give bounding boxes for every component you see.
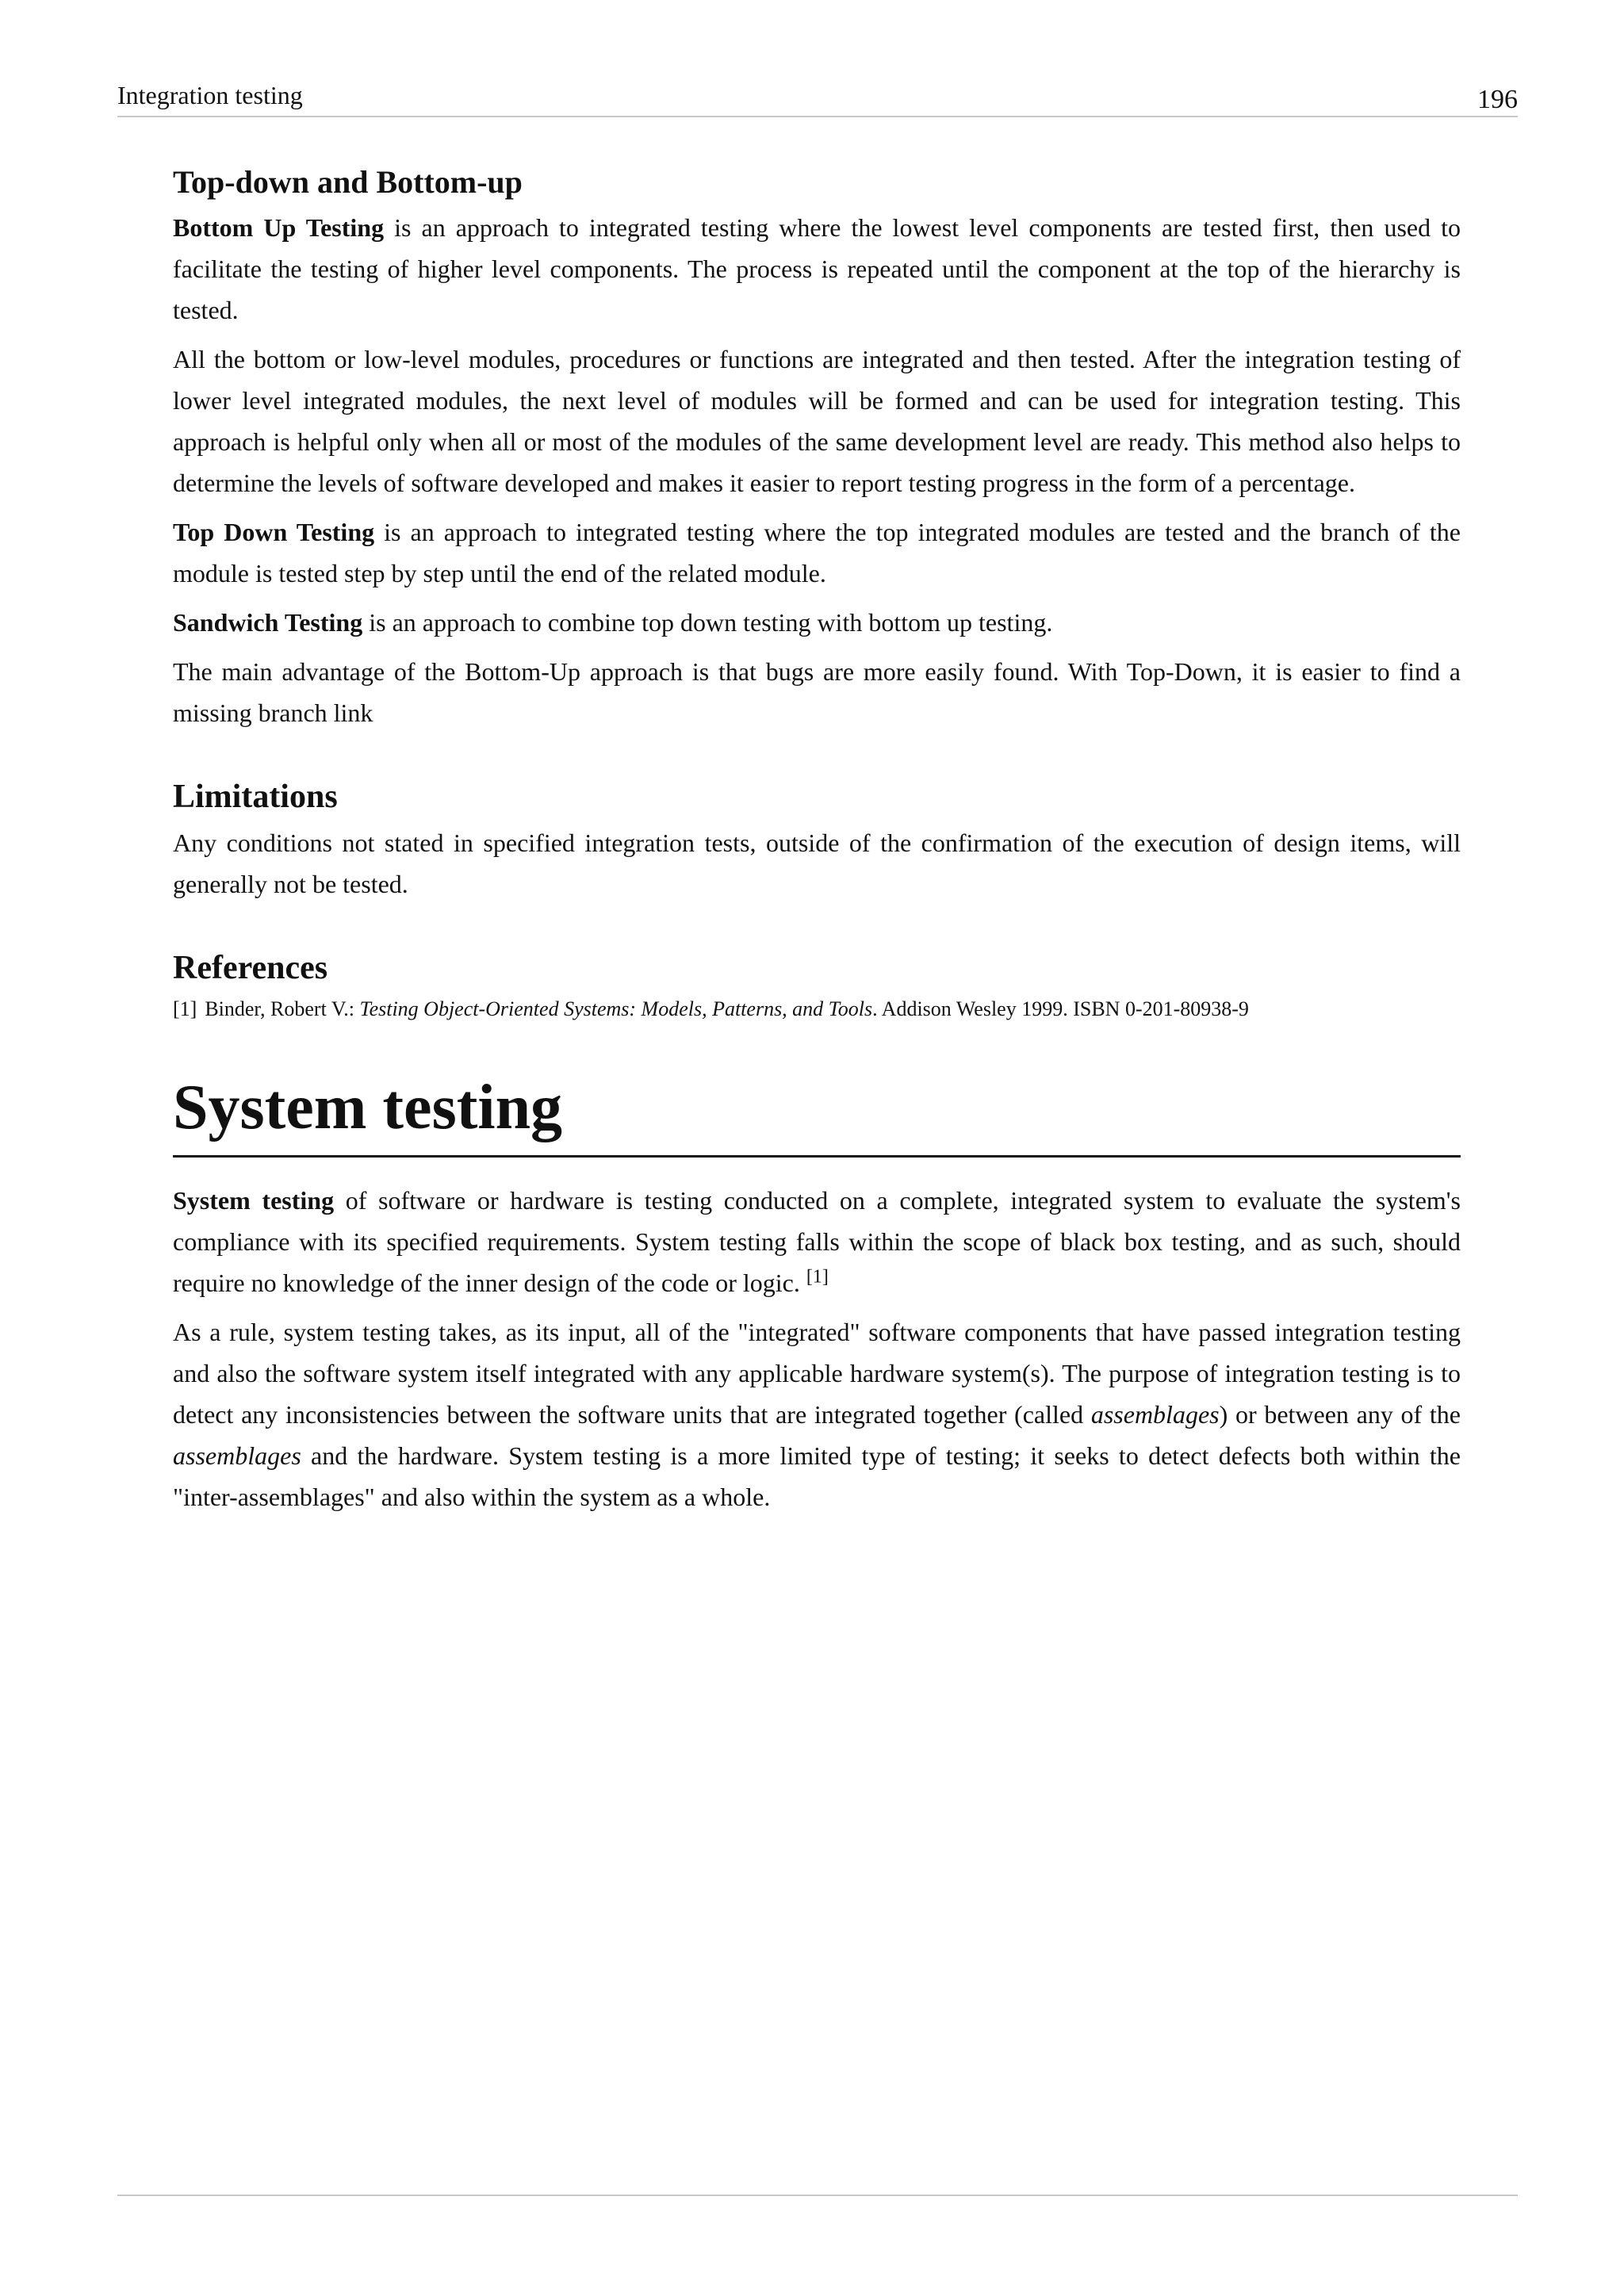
paragraph-advantage: The main advantage of the Bottom-Up approach is that bugs are more easily found. With Top-Down, it is easier to find a missing branch link <box>173 657 1461 727</box>
reference-details: . Addison Wesley 1999. ISBN 0-201-80938-9 <box>872 997 1249 1020</box>
reference-number: [1] <box>173 997 197 1020</box>
paragraph-text: and the hardware. System testing is a more limited type of testing; it seeks to detect defects both within the "inter-assemblages" and also within the system as a whole. <box>173 1441 1461 1511</box>
section-heading-topdown: Top-down and Bottom-up <box>173 164 523 200</box>
paragraph-limitations: Any conditions not stated in specified integration tests, outside of the confirmation of the execution of design items, will generally not be tested. <box>173 828 1461 898</box>
paragraph-bottom-up <box>173 207 1461 331</box>
paragraph-bottom-modules: All the bottom or low-level modules, procedures or functions are integrated and then tested. After the integration testing of lower level integrated modules, the next level of modules will be formed and can be used for integration testing. This approach is helpful only when all or most of the modules of the same development level are ready. This method also helps to determine the levels of software developed and makes it easier to report testing progress in the form of a percentage. <box>173 345 1461 497</box>
running-header <box>117 79 1518 117</box>
paragraph-system-testing-rule <box>173 1311 1461 1517</box>
page-content <box>173 163 1461 1525</box>
footer-rule <box>117 2195 1518 2196</box>
term-assemblages: assemblages <box>1090 1400 1220 1429</box>
paragraph-text: is an approach to combine top down testing with bottom up testing. <box>362 608 1053 637</box>
term-sandwich-testing: Sandwich Testing <box>173 608 363 637</box>
reference-item <box>173 993 1461 1025</box>
reference-author: Binder, Robert V.: <box>205 997 360 1020</box>
term-bottom-up-testing: Bottom Up Testing <box>173 213 385 242</box>
reference-title: Testing Object-Oriented Systems: Models, Patterns, and Tools <box>359 997 873 1020</box>
paragraph-sandwich <box>173 602 1461 643</box>
paragraph-system-testing-intro <box>173 1180 1461 1303</box>
citation-link[interactable]: [1] <box>806 1266 829 1288</box>
reference-list <box>173 993 1461 1025</box>
term-top-down-testing: Top Down Testing <box>173 518 375 546</box>
paragraph-text: As a rule, system testing takes, as its input, all of the "integrated" software components that have passed integration testing and also the software system itself integrated with any applicable hardware system(s). The purpose of integration testing is to detect any inconsistencies between the software units that are integrated together (called <box>173 1318 1461 1429</box>
term-assemblages: assemblages <box>173 1441 301 1470</box>
page-number: 196 <box>1477 85 1518 114</box>
article-title-system-testing: System testing <box>173 1070 1461 1158</box>
running-title: Integration testing <box>117 81 303 109</box>
section-heading-references: References <box>173 950 328 986</box>
paragraph-top-down <box>173 511 1461 594</box>
section-heading-limitations: Limitations <box>173 779 338 815</box>
paragraph-text: of software or hardware is testing conducted on a complete, integrated system to evaluate the system's compliance with its specified requirements. System testing falls within the scope of black box testing, and as such, should require no knowledge of the inner design of the code or logic. <box>173 1186 1461 1297</box>
paragraph-text: ) or between any of the <box>1219 1400 1461 1429</box>
term-system-testing: System testing <box>173 1186 335 1215</box>
paragraph-text: is an approach to integrated testing where the top integrated modules are tested and the branch of the module is tested step by step until the end of the related module. <box>173 518 1461 587</box>
paragraph-text: is an approach to integrated testing where the lowest level components are tested first, then used to facilitate the testing of higher level components. The process is repeated until the component at the top of the hierarchy is tested. <box>173 213 1461 324</box>
